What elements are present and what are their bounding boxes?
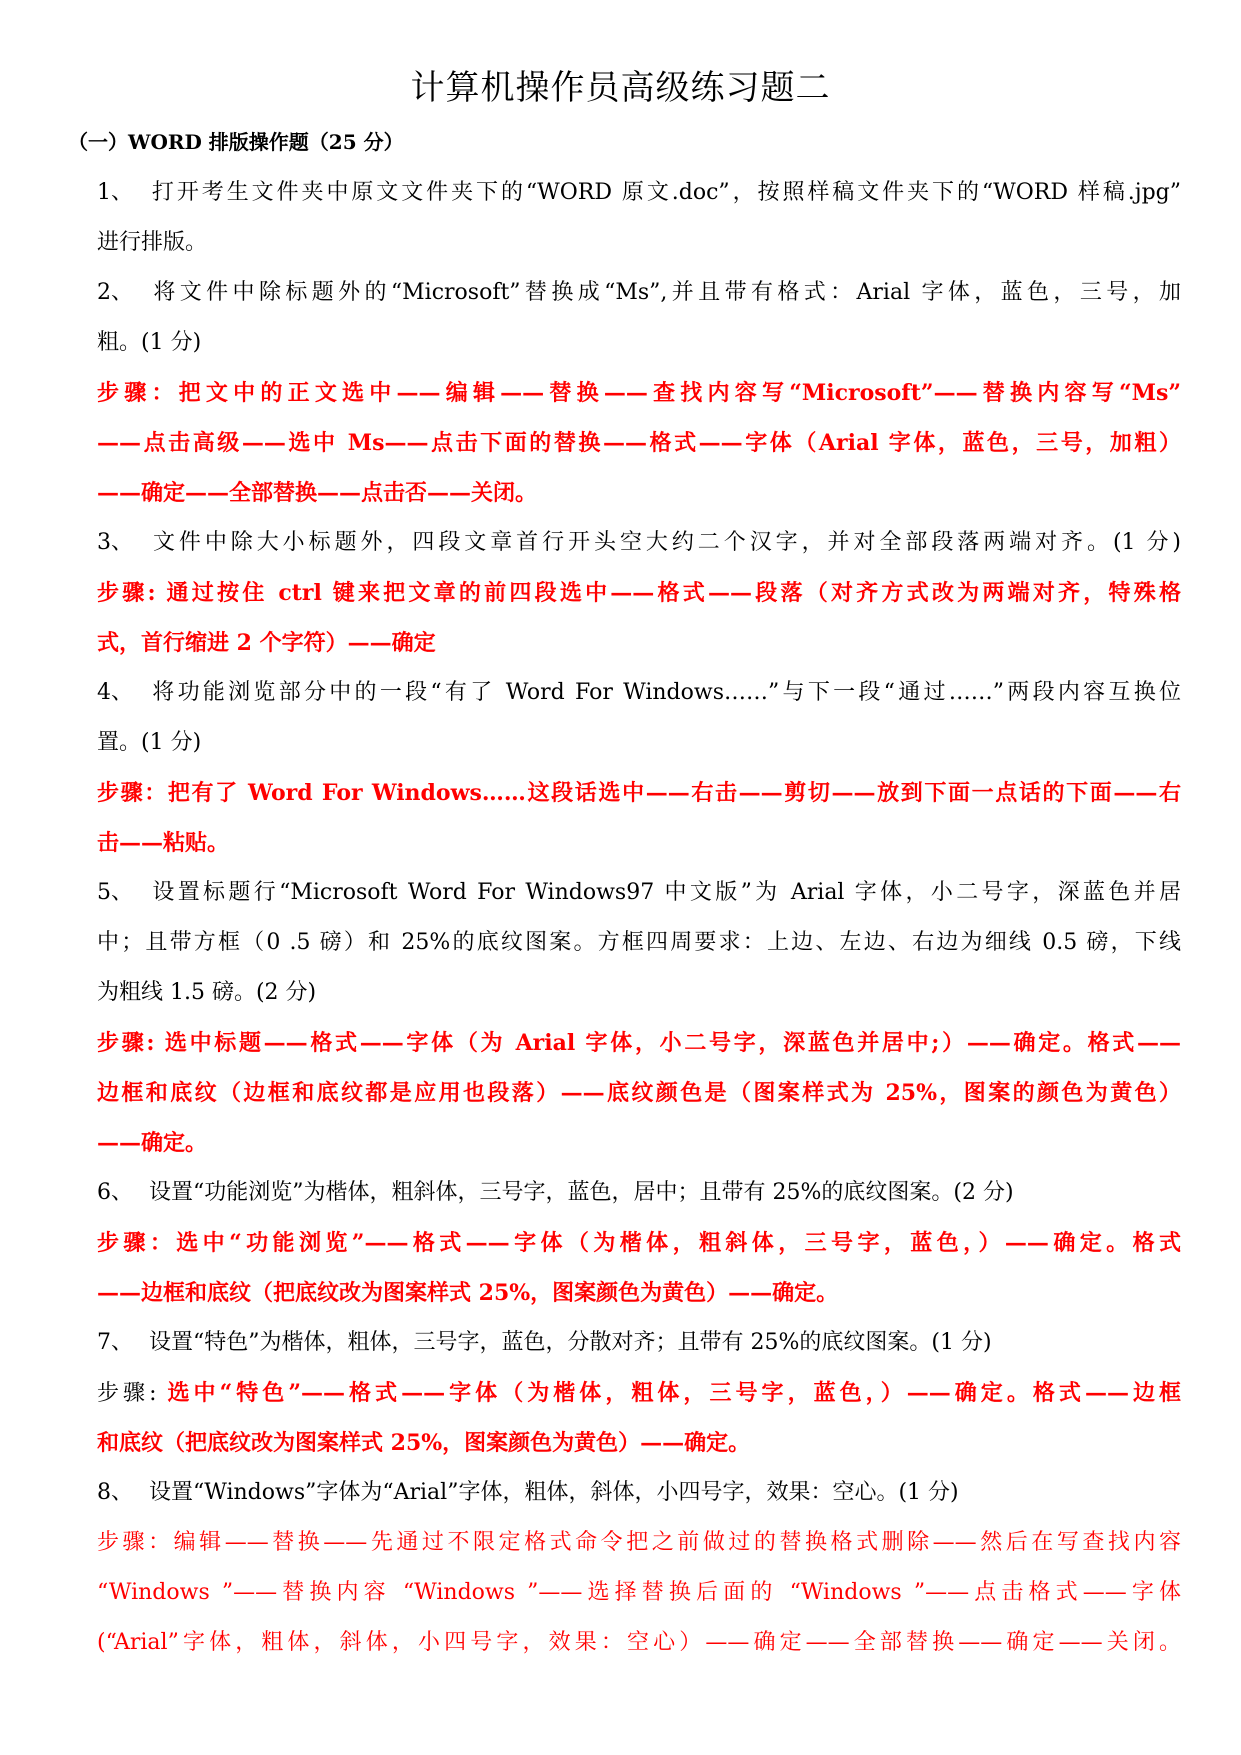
question-line	[97, 168, 1181, 218]
step-text: (“Arial”字体，粗体，斜体，小四号字，效果：空心）——确定——全部替换——确定——关闭。	[97, 1630, 1181, 1655]
question-text: 设置“特色”为楷体，粗体，三号字，蓝色，分散对齐；且带有 25%的底纹图案。(1 分)	[149, 1330, 992, 1355]
question-line	[97, 718, 1181, 768]
page-title: 计算机操作员高级练习题二	[410, 68, 831, 108]
step-line	[97, 1268, 1181, 1318]
question-text: 中；且带方框（0 .5 磅）和 25%的底纹图案。方框四周要求：上边、左边、右边为细线 0.5 磅，下线	[97, 930, 1181, 955]
question-text: 设置“功能浏览”为楷体，粗斜体，三号字，蓝色，居中；且带有 25%的底纹图案。(2 分)	[149, 1180, 1014, 1205]
step-line	[97, 468, 1181, 518]
question-line	[97, 668, 1181, 718]
step-line	[97, 618, 1181, 668]
question-line	[97, 1468, 1181, 1518]
section-heading: （一）WORD 排版操作题（25 分）	[68, 130, 404, 154]
question-number: 3、	[97, 530, 133, 555]
question-line	[97, 868, 1181, 918]
question-line	[97, 268, 1181, 318]
question-text: 设置标题行“Microsoft Word For Windows97 中文版”为 Arial 字体，小二号字，深蓝色并居	[149, 880, 1181, 905]
step-line	[97, 1018, 1181, 1068]
step-line	[97, 1418, 1181, 1468]
document-body	[97, 168, 1181, 1668]
step-text: ——确定——全部替换——点击否——关闭。	[97, 480, 538, 506]
step-text: 步骤：把有了 Word For Windows……这段话选中——右击——剪切——放到下面一点话的下面——右	[97, 780, 1181, 806]
step-line	[97, 568, 1181, 618]
question-text: 粗。(1 分)	[97, 330, 202, 355]
step-text: 和底纹（把底纹改为图案样式 25%，图案颜色为黄色）——确定。	[97, 1430, 751, 1456]
question-line	[97, 968, 1181, 1018]
step-line	[97, 1368, 1181, 1418]
question-number: 2、	[97, 280, 133, 305]
question-number: 5、	[97, 880, 133, 905]
question-number: 8、	[97, 1480, 133, 1505]
step-text: 步骤：把文中的正文选中——编辑——替换——查找内容写“Microsoft”——替换内容写“Ms”	[97, 380, 1181, 406]
question-line	[97, 518, 1181, 568]
step-line	[97, 1068, 1181, 1118]
question-text: 文件中除大小标题外，四段文章首行开头空大约二个汉字，并对全部段落两端对齐。(1 分)	[149, 530, 1181, 555]
step-line	[97, 818, 1181, 868]
step-prefix: 步骤:	[97, 1381, 168, 1406]
step-text: 步骤: 选中标题——格式——字体（为 Arial 字体，小二号字，深蓝色并居中;）——确定。格式——	[97, 1030, 1181, 1056]
question-number: 1、	[97, 180, 133, 205]
question-text: 将文件中除标题外的“Microsoft”替换成“Ms”,并且带有格式：Arial 字体，蓝色，三号，加	[149, 280, 1181, 305]
step-text: 式，首行缩进 2 个字符）——确定	[97, 630, 436, 656]
question-line	[97, 918, 1181, 968]
question-line	[97, 1318, 1181, 1368]
step-text: 步骤: 通过按住 ctrl 键来把文章的前四段选中——格式——段落（对齐方式改为两端对齐，特殊格	[97, 580, 1181, 606]
question-text: 打开考生文件夹中原文文件夹下的“WORD 原文.doc”，按照样稿文件夹下的“WORD 样稿.jpg”	[149, 180, 1181, 205]
question-line	[97, 218, 1181, 268]
step-line	[97, 1618, 1181, 1668]
step-text: “Windows ”——替换内容 “Windows ”——选择替换后面的 “Windows ”——点击格式——字体	[97, 1580, 1181, 1605]
question-number: 4、	[97, 680, 133, 705]
question-line	[97, 318, 1181, 368]
step-text: ——边框和底纹（把底纹改为图案样式 25%，图案颜色为黄色）——确定。	[97, 1280, 839, 1306]
question-text: 为粗线 1.5 磅。(2 分)	[97, 980, 317, 1005]
step-text: 选中“特色”——格式——字体（为楷体，粗体，三号字，蓝色，）——确定。格式——边框	[167, 1380, 1181, 1406]
step-line	[97, 1218, 1181, 1268]
question-line	[97, 1168, 1181, 1218]
step-text: 击——粘贴。	[97, 830, 230, 856]
question-text: 进行排版。	[97, 230, 208, 255]
question-number: 7、	[97, 1330, 133, 1355]
step-text: 步骤：选中“功能浏览”——格式——字体（为楷体，粗斜体，三号字，蓝色，）——确定。格式	[97, 1230, 1181, 1256]
step-line	[97, 1568, 1181, 1618]
question-text: 将功能浏览部分中的一段“有了 Word For Windows……”与下一段“通过……”两段内容互换位	[149, 680, 1181, 705]
step-text: ——点击高级——选中 Ms——点击下面的替换——格式——字体（Arial 字体，蓝色，三号，加粗）	[97, 430, 1181, 456]
step-line	[97, 1518, 1181, 1568]
question-text: 设置“Windows”字体为“Arial”字体，粗体，斜体，小四号字，效果：空心。(1 分)	[149, 1480, 959, 1505]
step-line	[97, 1118, 1181, 1168]
step-text: 边框和底纹（边框和底纹都是应用也段落）——底纹颜色是（图案样式为 25%，图案的颜色为黄色）	[97, 1080, 1181, 1106]
step-line	[97, 768, 1181, 818]
step-text: 步骤：编辑——替换——先通过不限定格式命令把之前做过的替换格式删除——然后在写查找内容	[97, 1530, 1181, 1555]
question-number: 6、	[97, 1180, 133, 1205]
step-line	[97, 368, 1181, 418]
step-text: ——确定。	[97, 1130, 208, 1156]
question-text: 置。(1 分)	[97, 730, 202, 755]
step-line	[97, 418, 1181, 468]
